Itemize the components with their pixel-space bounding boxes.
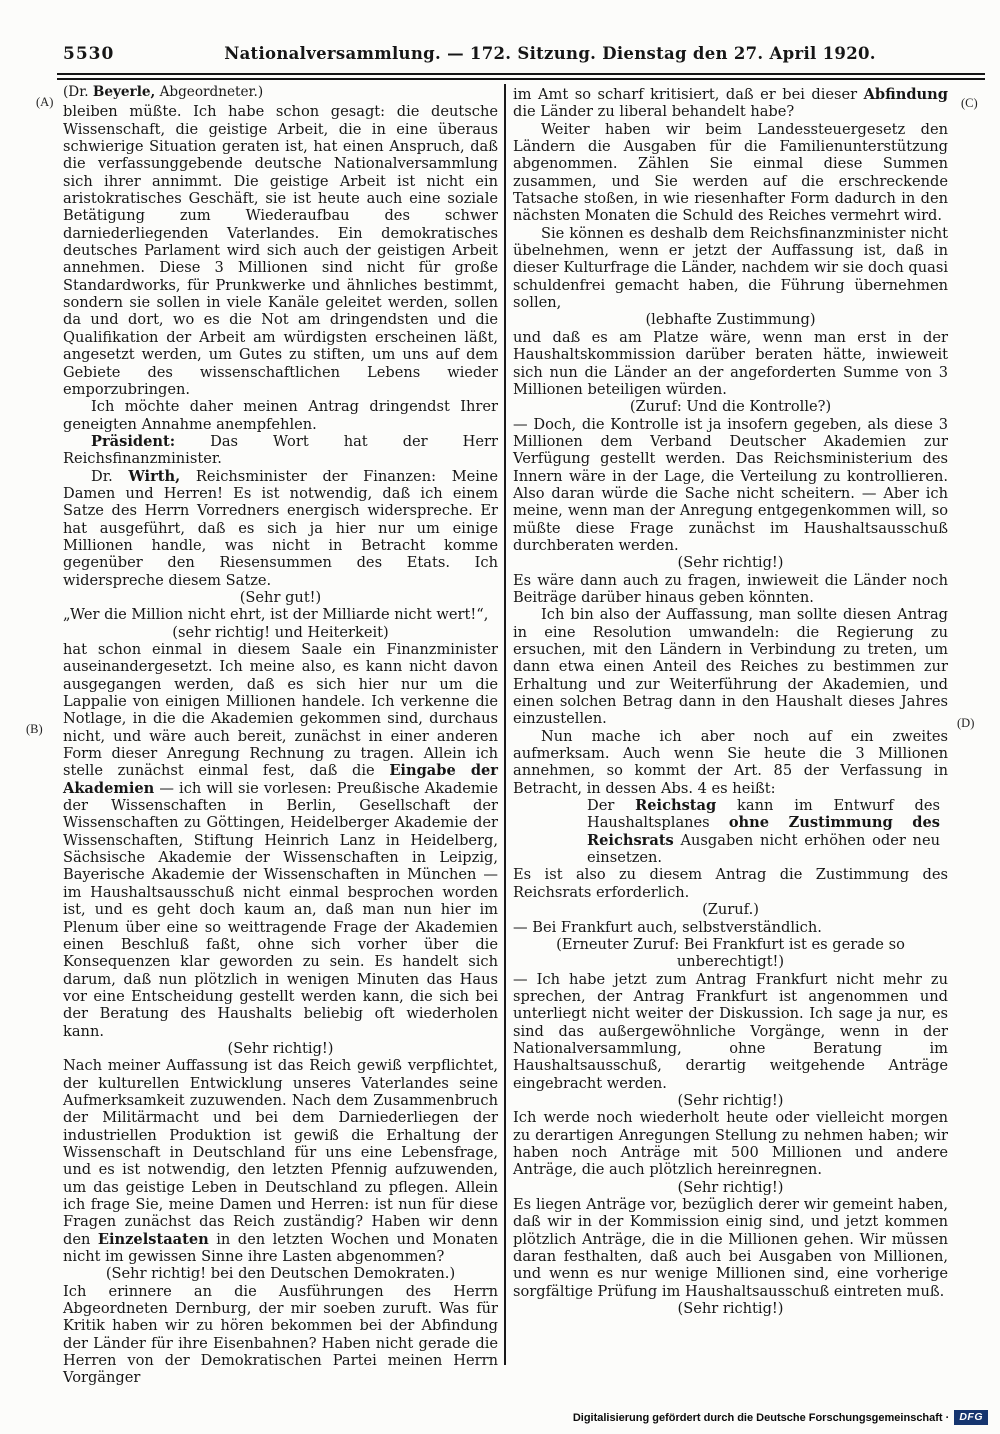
paragraph: Ich erinnere an die Ausführungen des Herrn Abgeordneten Dernburg, der mir soeben zuruft. Was für Kritik haben wir zu hören bekommen bei der Abfindung der Länder für ihre Eisenbahnen? Haben nicht gerade die Herren von der Demokratischen Partei meinen Herrn Vorgänger xyxy=(63,1282,498,1387)
paragraph: Ich werde noch wiederholt heute oder vielleicht morgen zu derartigen Anregungen Stellung zu nehmen haben; wir haben noch Anträge mit 500 Millionen und andere Anträge, die auch plötzlich hereinregnen. xyxy=(513,1109,948,1179)
paragraph: Präsident: Das Wort hat der Herr Reichsfinanzminister. xyxy=(63,432,498,468)
stage-direction: (Zuruf.) xyxy=(702,901,759,919)
paragraph: hat schon einmal in diesem Saale ein Finanzminister auseinandergesetzt. Ich meine also, es kann nicht davon ausgegangen werden, daß es sich hier nur um die Lappalie von einigen Millionen handele. Ich verkenne die Notlage, in die die Akademien gekommen sind, durchaus nicht, und wäre auch bereit, zunächst in einer anderen Form dieser Anregung Rechnung zu tragen. Allein ich stelle zunächst einmal fest, daß die Eingabe der Akademien — ich will sie vorlesen: Preußische Akademie der Wissenschaften in Berlin, Gesellschaft der Wissenschaften zu Göttingen, Heidelberger Akademie der Wissenschaften, Stiftung Heinrich Lanz in Heidelberg, Sächsische Akademie der Wissenschaften in Leipzig, Bayerische Akademie der Wissenschaften in München — im Haushaltsausschuß nicht einmal besprochen worden ist, und es geht doch kaum an, daß man nun hier im Plenum über eine so weittragende Frage der Akademien einen Beschluß faßt, ohne sich vorher über die Konsequenzen klar geworden zu sein. Es handelt sich darum, daß nun plötzlich in wenigen Minuten das Haus vor eine Entscheidung gestellt werden kann, die sich bei der Beratung des Haushalts beliebig oft wiederholen kann. xyxy=(63,641,499,1040)
paragraph: — Doch, die Kontrolle ist ja insofern gegeben, als diese 3 Millionen dem Verband Deutscher Akademien zur Verfügung gestellt werden. Das Reichsministerium des Innern wäre in der Lage, die Verteilung zu kontrollieren. Also daran würde die Sache nicht scheitern. — Aber ich meine, wenn man der Anregung entgegenkommen will, so müßte diese Frage zunächst im Haushaltsausschuß durchberaten werden. xyxy=(513,415,948,554)
paragraph: Nun mache ich aber noch auf ein zweites aufmerksam. Auch wenn Sie heute die 3 Millionen annehmen, so kommt der Art. 85 der Verfassung in Betracht, in dessen Abs. 4 es heißt: xyxy=(513,727,948,797)
block-quote: Der Reichstag kann im Entwurf des Haushaltsplanes ohne Zustimmung des Reichsrats Ausgaben nicht erhöhen oder neu einsetzen. xyxy=(587,797,940,867)
stage-direction: (Sehr richtig!) xyxy=(677,1178,784,1196)
stage-direction: (Sehr richtig! bei den Deutschen Demokraten.) xyxy=(105,1265,456,1283)
stage-direction: (Sehr richtig!) xyxy=(677,1091,784,1109)
header-double-rule xyxy=(57,73,985,80)
paragraph: Weiter haben wir beim Landessteuergesetz den Ländern die Ausgaben für die Familienunterstützung abgenommen. Zählen Sie einmal diese Summen zusammen, und Sie werden auf die erschreckende Tatsache stoßen, in wie riesenhafter Form dadurch in den nächsten Monaten die Schuld des Reiches vermehrt wird. xyxy=(513,120,948,225)
stage-direction: (Sehr richtig!) xyxy=(677,1300,784,1318)
stage-direction: (Sehr gut!) xyxy=(239,588,322,606)
stage-direction: (Erneuter Zuruf: Bei Frankfurt ist es gerade so unberechtigt!) xyxy=(556,935,905,971)
stage-direction: (sehr richtig! und Heiterkeit) xyxy=(172,623,389,641)
digitization-credit-text: Digitalisierung gefördert durch die Deutsche Forschungsgemeinschaft · xyxy=(572,1411,950,1424)
paragraph: Sie können es deshalb dem Reichsfinanzminister nicht übelnehmen, wenn er jetzt der Auffassung ist, daß in dieser Kulturfrage die Länder, nachdem wir sie doch quasi schuldenfrei gemacht haben, die Führung übernehmen sollen, xyxy=(513,224,948,312)
paragraph: Es wäre dann auch zu fragen, inwieweit die Länder noch Beiträge darüber hinaus geben könnten. xyxy=(513,571,948,606)
dfg-logo: DFG xyxy=(954,1410,988,1425)
paragraph: Ich möchte daher meinen Antrag dringendst Ihrer geneigten Annahme anempfehlen. xyxy=(63,398,498,433)
digitization-credit xyxy=(573,1410,988,1425)
stage-direction: (lebhafte Zustimmung) xyxy=(645,311,816,329)
paragraph: Es liegen Anträge vor, bezüglich derer wir gemeint haben, daß wir in der Kommission einig sind, und jetzt kommen plötzlich Anträge, die in die Millionen gehen. Wir müssen daran festhalten, daß auch bei Ausgaben von Millionen, und wenn es nur wenige Millionen sind, eine vorherige sorgfältige Prüfung im Haushaltsausschuß eintreten muß. xyxy=(513,1196,948,1300)
paragraph: — Bei Frankfurt auch, selbstverständlich. xyxy=(513,918,822,936)
column-divider-rule xyxy=(504,84,506,1365)
margin-letter-b: (B) xyxy=(26,722,43,736)
paragraph: — Ich habe jetzt zum Antrag Frankfurt nicht mehr zu sprechen, der Antrag Frankfurt ist angenommen und unterliegt nicht weiter der Diskussion. Ich sage ja nur, es sind das außergewöhnliche Vorgänge, wenn in der Nationalversammlung, ohne Beratung im Haushaltsausschuß, derartig weitgehende Anträge eingebracht werden. xyxy=(513,970,948,1092)
paragraph: „Wer die Million nicht ehrt, ist der Milliarde nicht wert!“, xyxy=(63,606,489,624)
paragraph: Dr. Wirth, Reichsminister der Finanzen: Meine Damen und Herren! Es ist notwendig, daß ich einem Satze des Herrn Vorredners energisch widerspreche. Er hat ausgeführt, daß es sich ja hier nur um einige Millionen handle, was nicht in Betracht komme gegenüber den Riesensummen des Etats. Ich widerspreche diesem Satze. xyxy=(63,467,498,589)
paragraph: Es ist also zu diesem Antrag die Zustimmung des Reichsrats erforderlich. xyxy=(513,866,948,901)
page-number: 5530 xyxy=(63,44,115,64)
left-text-column xyxy=(63,84,498,1387)
stage-direction: (Zuruf: Und die Kontrolle?) xyxy=(629,398,832,416)
right-text-column xyxy=(513,86,948,1317)
margin-letter-a: (A) xyxy=(36,95,54,109)
stage-direction: (Sehr richtig!) xyxy=(227,1039,334,1057)
paragraph: im Amt so scharf kritisiert, daß er bei dieser Abfindung die Länder zu liberal behandelt habe? xyxy=(513,86,948,121)
paragraph: und daß es am Platze wäre, wenn man erst in der Haushaltskommission darüber beraten hätte, inwieweit sich nun die Länder an der angeforderten Summe von 3 Millionen beteiligen würden. xyxy=(513,328,948,398)
paragraph: Nach meiner Auffassung ist das Reich gewiß verpflichtet, der kulturellen Entwicklung unseres Vaterlandes seine Aufmerksamkeit zuzuwenden. Nach dem Zusammenbruch der Militärmacht und bei dem Darniederliegen der industriellen Produktion ist gewiß die Erhaltung der Wissenschaft in Deutschland für uns eine Lebensfrage, und es ist notwendig, den letzten Pfennig aufzuwenden, um das geistige Leben in Deutschland zu pflegen. Allein ich frage Sie, meine Damen und Herren: ist nun für diese Fragen zunächst das Reich zuständig? Haben wir denn den Einzelstaaten in den letzten Wochen und Monaten nicht im gewissen Sinne ihre Lasten abgenommen? xyxy=(63,1057,498,1266)
running-title: Nationalversammlung. — 172. Sitzung. Dienstag den 27. April 1920. xyxy=(224,44,876,63)
speaker-note: (Dr. Beyerle, Abgeordneter.) xyxy=(63,84,264,100)
stage-direction: (Sehr richtig!) xyxy=(677,554,784,572)
paragraph: Ich bin also der Auffassung, man sollte diesen Antrag in eine Resolution umwandeln: die Regierung zu ersuchen, mit den Ländern in Verbindung zu treten, um dann etwa einen Anteil des Reiches zu bestimmen zur Erhaltung und zur Weiterführung der Akademien, und einen solchen Betrag dann in den Haushalt dieses Jahres einzustellen. xyxy=(513,606,948,728)
margin-letter-d: (D) xyxy=(957,716,975,730)
paragraph: bleiben müßte. Ich habe schon gesagt: die deutsche Wissenschaft, die geistige Arbeit, die in eine überaus schwierige Situation geraten ist, hat einen Anspruch, daß die verfassunggebende deutsche Nationalversammlung sich ihrer annimmt. Die geistige Arbeit ist nicht ein aristokratisches Geschäft, sie ist heute auch eine soziale Betätigung zum Wiederaufbau des schwer darniederliegenden Vaterlandes. Ein demokratisches deutsches Parlament wird sich auch der geistigen Arbeit annehmen. Diese 3 Millionen sind nicht für große Standardworks, für Prunkwerke und ähnliches bestimmt, sondern sie sollen in viele Kanäle geleitet werden, sollen da und dort, wo es die Not am dringendsten und die Qualifikation der Arbeit am würdigsten erscheinen läßt, angesetzt werden, um Gutes zu stiften, um uns auf dem Gebiete des wissenschaftlichen Lebens wieder emporzubringen. xyxy=(63,103,498,398)
margin-letter-c: (C) xyxy=(961,96,978,110)
